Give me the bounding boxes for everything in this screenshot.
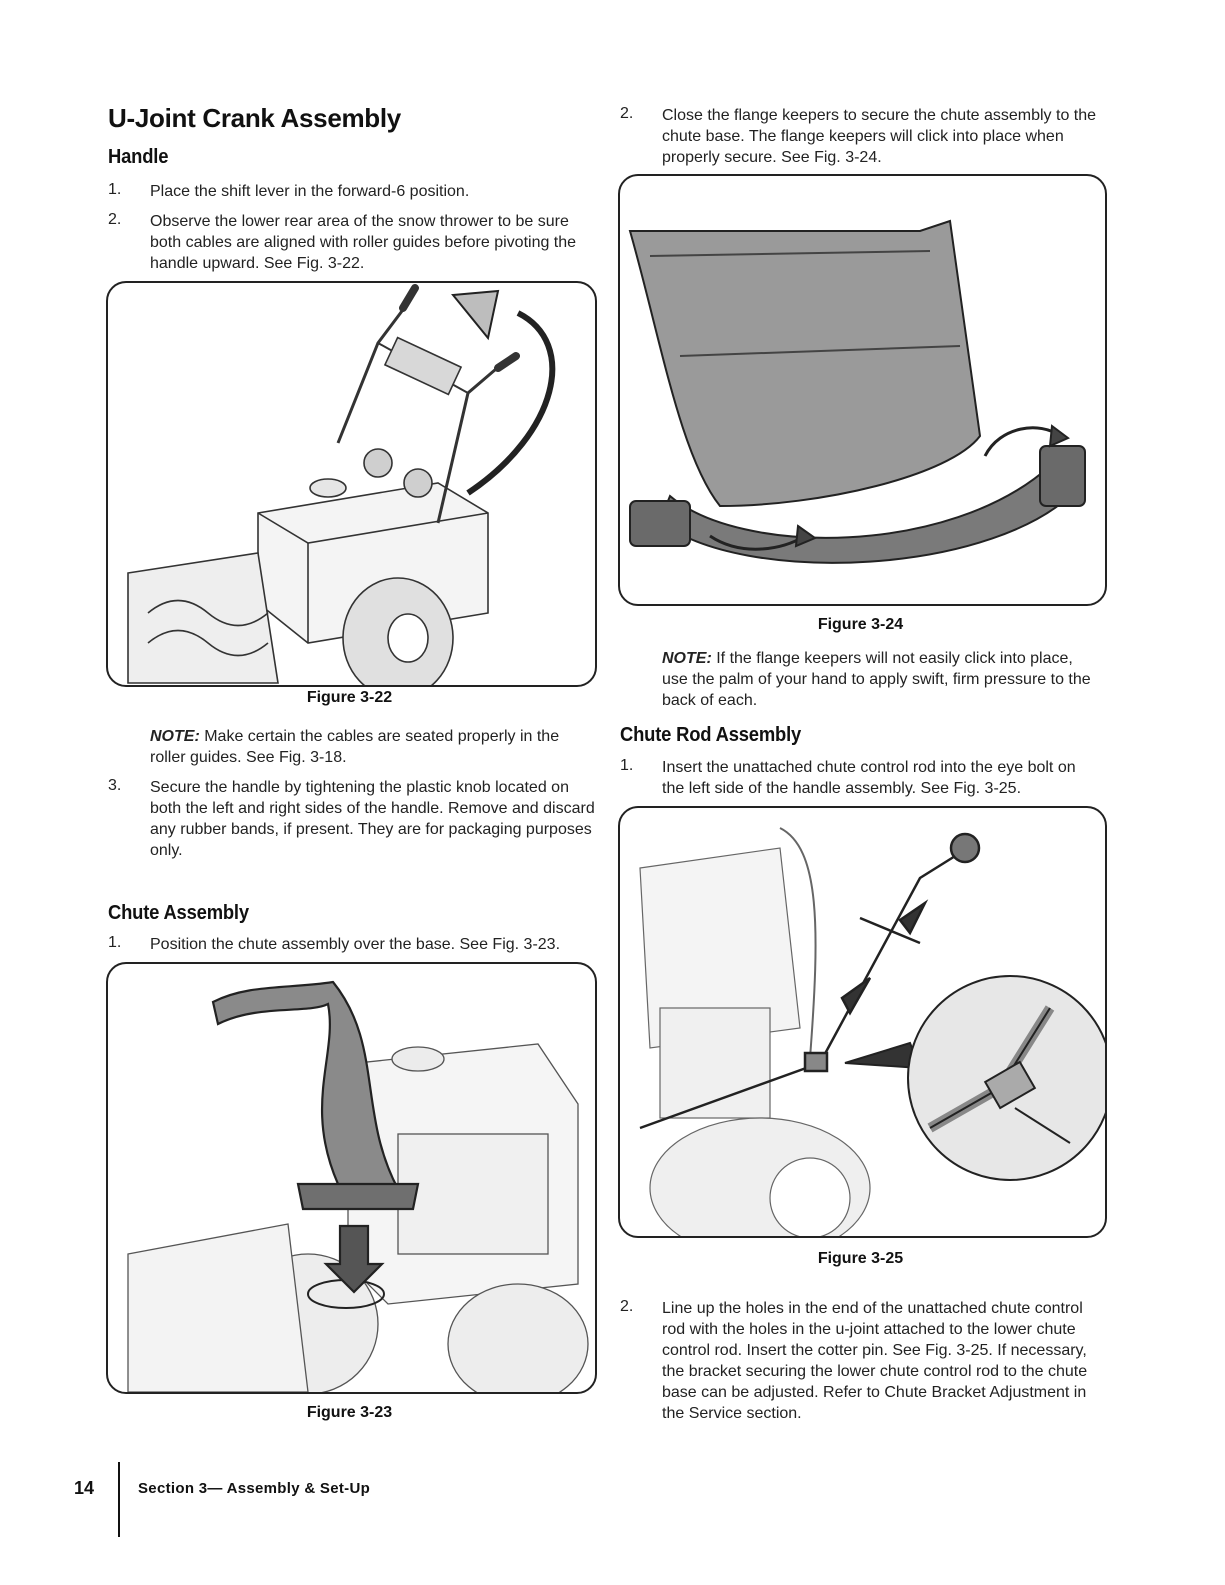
figure-3-23-frame bbox=[106, 962, 597, 1394]
handle-step-3-number: 3. bbox=[108, 777, 122, 794]
chute-rod-assembly-heading: Chute Rod Assembly bbox=[620, 724, 802, 746]
chute-assembly-heading: Chute Assembly bbox=[108, 902, 249, 924]
snow-thrower-handle-illustration bbox=[108, 283, 595, 685]
chute-over-base-illustration bbox=[108, 964, 595, 1392]
note-text: Make certain the cables are seated properly in the roller guides. See Fig. 3-18. bbox=[150, 728, 560, 766]
figure-3-25-caption: Figure 3-25 bbox=[817, 1250, 904, 1267]
page-number: 14 bbox=[74, 1478, 95, 1498]
handle-step-3-text: Secure the handle by tightening the plastic knob located on both the left and right sides of the handle. Remove and discard any rubber bands, if present. They are for packaging purposes only. bbox=[150, 779, 595, 859]
footer-section-title: Section 3— Assembly & Set-Up bbox=[138, 1480, 371, 1497]
figure-3-22-frame bbox=[106, 281, 597, 687]
chute-step-2-number: 2. bbox=[620, 105, 634, 122]
chute-rod-illustration bbox=[620, 808, 1105, 1236]
rod-step-2-text: Line up the holes in the end of the unattached chute control rod with the holes in the u-joint attached to the lower chute control rod. Insert the cotter pin. See Fig. 3-25. If necessary, the bracket securing the lower chute control rod to the chute base can be adjusted. Refer to Chute Bracket Adjustment in the Service section. bbox=[662, 1300, 1088, 1422]
section-title: U-Joint Crank Assembly bbox=[108, 103, 401, 133]
note-flange-keepers bbox=[662, 648, 1102, 711]
chute-step-1-number: 1. bbox=[108, 934, 122, 951]
figure-3-25-frame bbox=[618, 806, 1107, 1238]
figure-3-24-caption: Figure 3-24 bbox=[817, 616, 904, 633]
chute-step-2-text: Close the flange keepers to secure the chute assembly to the chute base. The flange keepers will click into place when properly secure. See Fig. 3-24. bbox=[662, 107, 1097, 166]
handle-step-2-number: 2. bbox=[108, 211, 122, 228]
handle-step-1-text: Place the shift lever in the forward-6 position. bbox=[150, 183, 470, 200]
note-text: If the flange keepers will not easily click into place, use the palm of your hand to apply swift, firm pressure to the back of each. bbox=[662, 650, 1091, 709]
rod-step-1-text: Insert the unattached chute control rod into the eye bolt on the left side of the handle assembly. See Fig. 3-25. bbox=[662, 759, 1076, 797]
footer-divider bbox=[118, 1462, 120, 1537]
note-cables-seated bbox=[150, 726, 590, 768]
rod-step-1-number: 1. bbox=[620, 757, 634, 774]
handle-step-2-text: Observe the lower rear area of the snow thrower to be sure both cables are aligned with roller guides before pivoting the handle upward. See Fig. 3-22. bbox=[150, 213, 577, 272]
figure-3-23-caption: Figure 3-23 bbox=[306, 1404, 393, 1421]
handle-heading: Handle bbox=[108, 146, 169, 168]
handle-step-1-number: 1. bbox=[108, 181, 122, 198]
figure-3-24-frame bbox=[618, 174, 1107, 606]
note-label: NOTE: bbox=[150, 728, 200, 745]
rod-step-2-number: 2. bbox=[620, 1298, 634, 1315]
flange-keepers-illustration bbox=[620, 176, 1105, 604]
note-label: NOTE: bbox=[662, 650, 712, 667]
chute-step-1-text: Position the chute assembly over the base. See Fig. 3-23. bbox=[150, 936, 561, 953]
figure-3-22-caption: Figure 3-22 bbox=[306, 689, 393, 706]
